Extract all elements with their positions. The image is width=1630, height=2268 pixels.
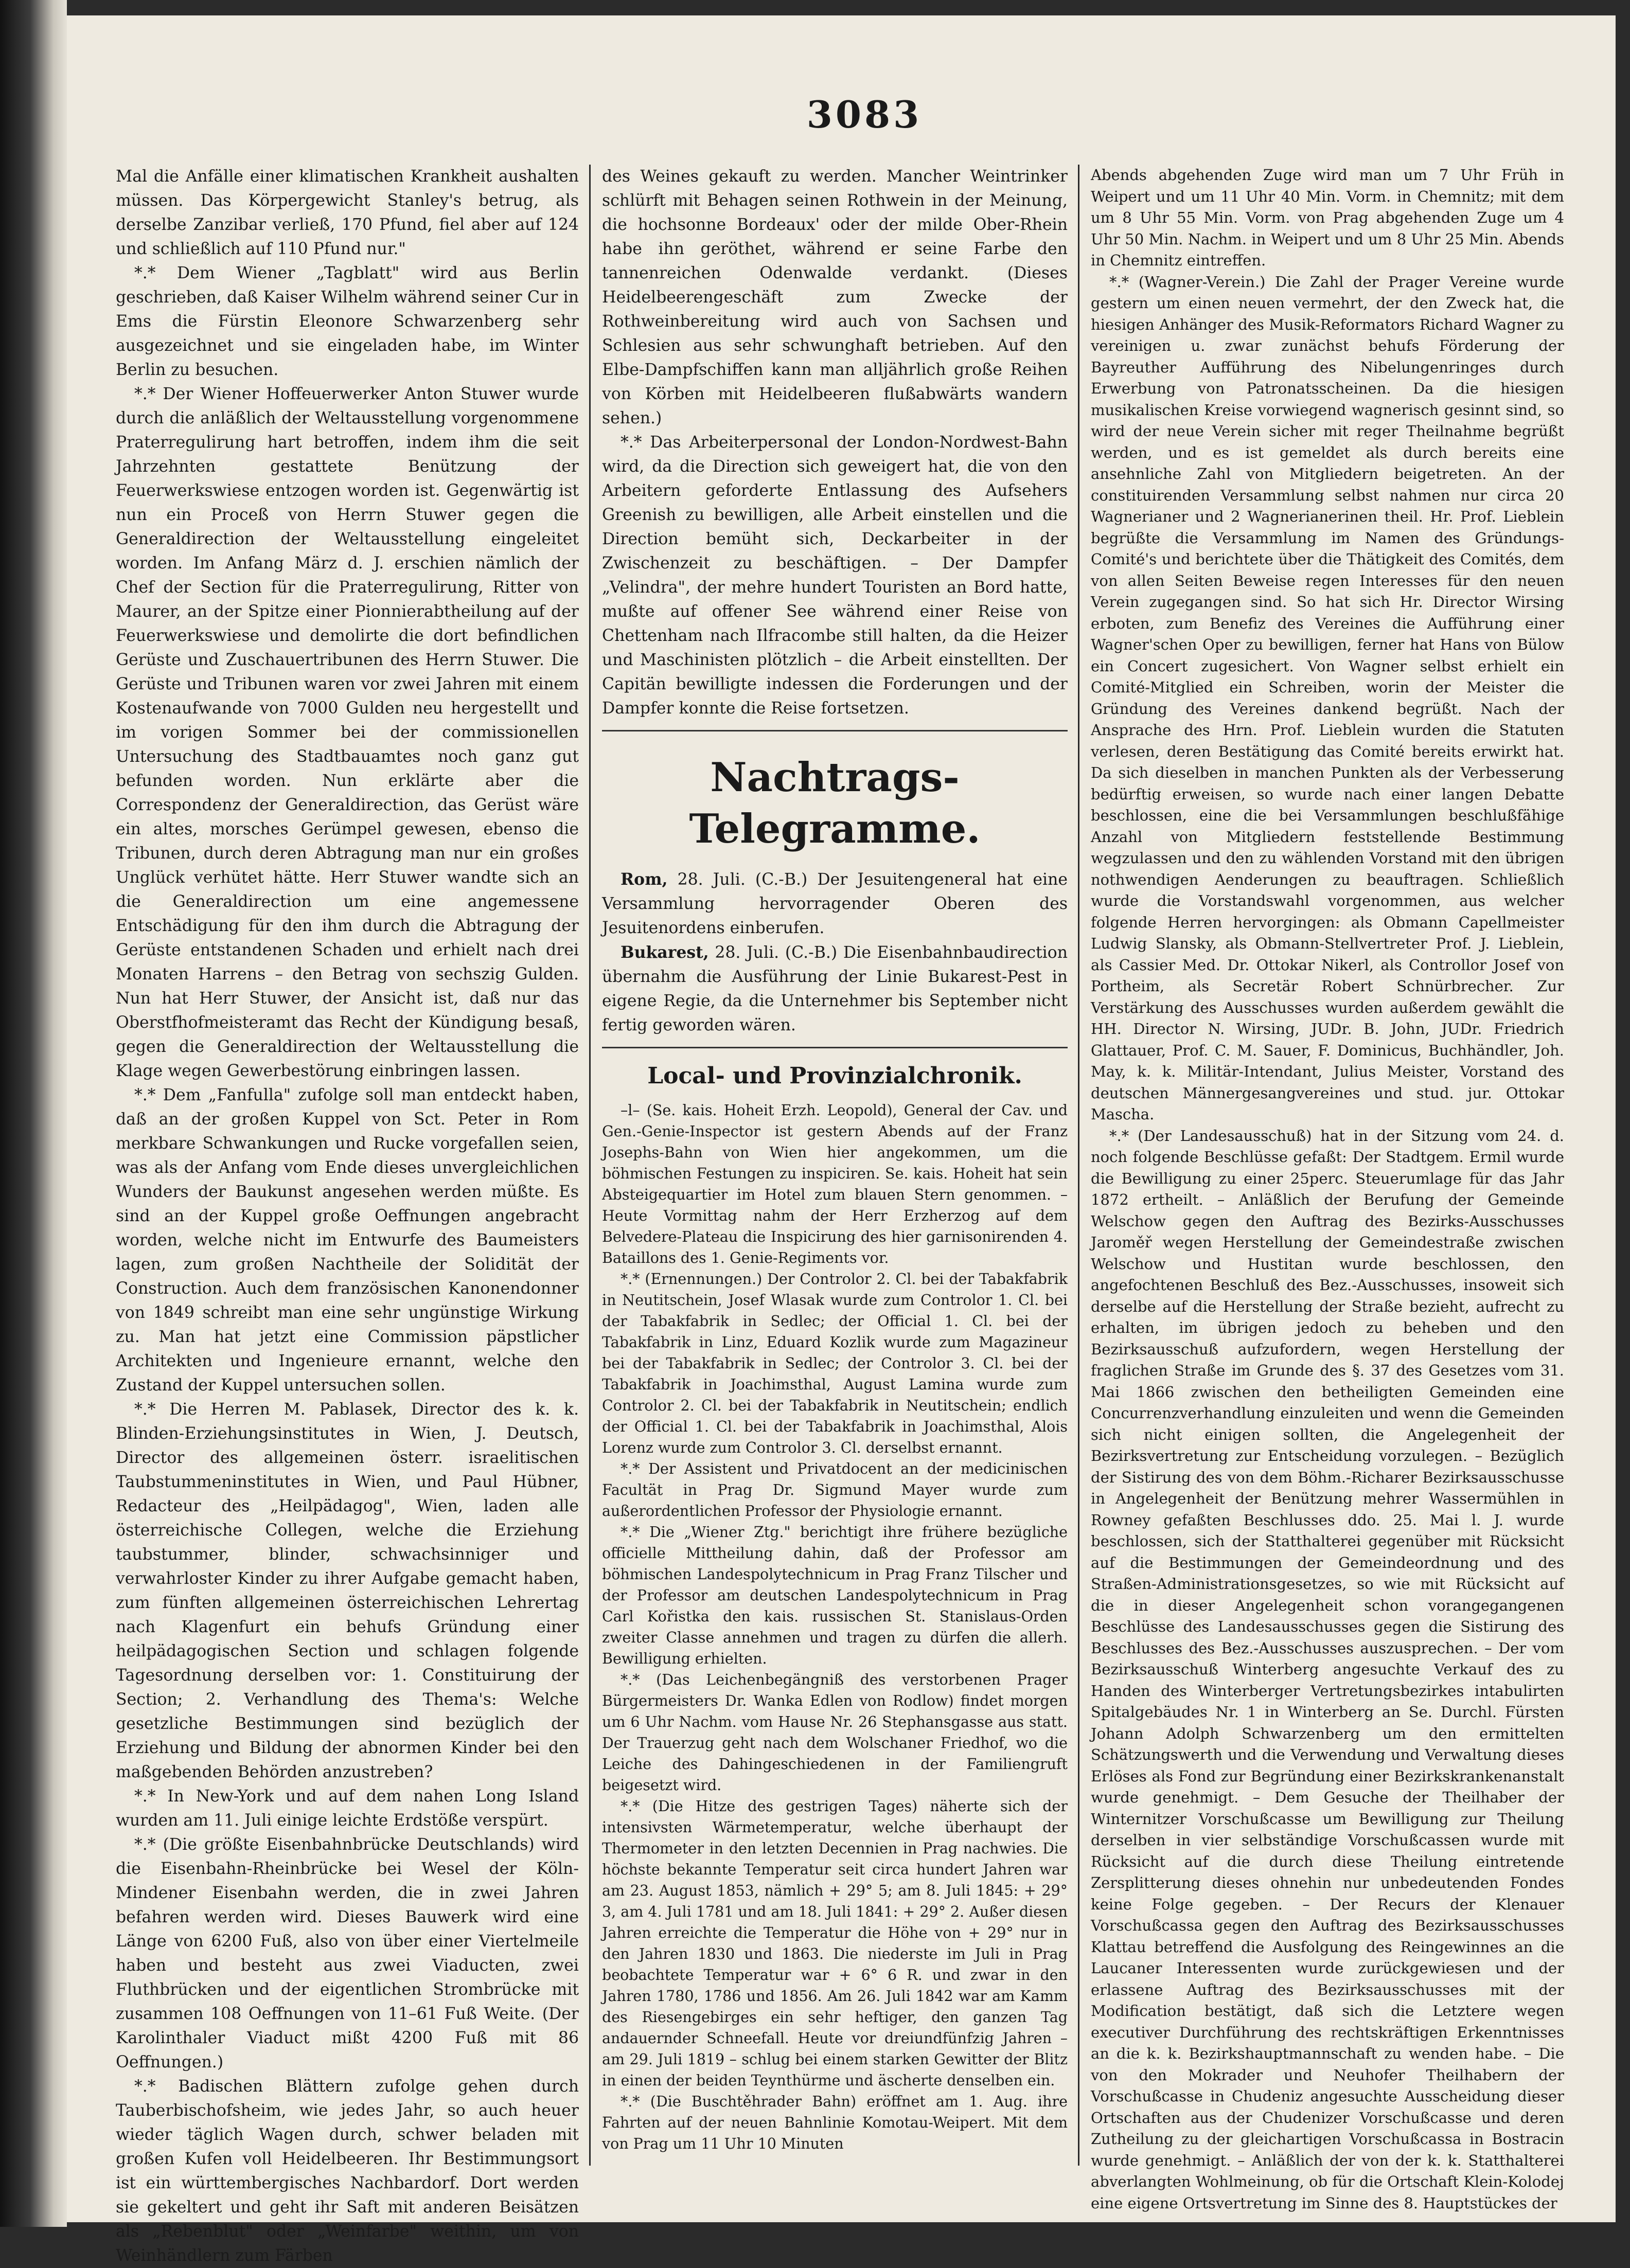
article-paragraph: *.* (Die größte Eisenbahnbrücke Deutschlands) wird die Eisenbahn-Rheinbrücke bei Wesel der Köln-Mindener Eisenbahn werden, die in zwei Jahren befahren werden wird. Dieses Bauwerk wird eine Länge von 6200 Fuß, also von über einer Viertelmeile haben und besteht aus zwei Viaducten, zwei Fluthbrücken und der eigentlichen Strombrücke mit zusammen 108 Oeffnungen von 11–61 Fuß Weite. (Der Karolinthaler Viaduct mißt 4200 Fuß mit 86 Oeffnungen.) bbox=[116, 1835, 579, 2071]
article-paragraph: *.* (Das Leichenbegängniß des verstorbenen Prager Bürgermeisters Dr. Wanka Edlen von Rodlow) findet morgen um 6 Uhr Nachm. vom Hause Nr. 26 Stephansgasse aus statt. Der Trauerzug geht nach dem Wolschaner Friedhof, wo die Leiche des Dahingeschiedenen in der Familiengruft beigesetzt wird. bbox=[602, 1671, 1068, 1794]
telegram-text: 28. Juli. (C.-B.) Der Jesuitengeneral hat eine Versammlung hervorragender Oberen des Jesuitenordens einberufen. bbox=[602, 870, 1068, 937]
article-paragraph: *.* In New-York und auf dem nahen Long Island wurden am 11. Juli einige leichte Erdstöße verspürt. bbox=[116, 1787, 579, 1830]
section-separator bbox=[602, 730, 1068, 731]
article-paragraph: *.* (Ernennungen.) Der Controlor 2. Cl. bei der Tabakfabrik in Neutitschein, Josef Wlasak wurde zum Controlor 1. Cl. bei der Tabakfabrik in Sedlec; der Official 1. Cl. bei der Tabakfabrik in Linz, Eduard Kozlik wurde zum Magazineur bei der Tabakfabrik in Sedlec; der Controlor 3. Cl. bei der Tabakfabrik in Joachimsthal, August Lamina wurde zum Controlor 2. Cl. bei der Tabakfabrik in Neutitschein; endlich der Official 1. Cl. bei der Tabakfabrik in Joachimsthal, Alois Lorenz wurde zum Controlor 3. Cl. derselbst ernannt. bbox=[602, 1271, 1068, 1456]
column-divider-1 bbox=[589, 165, 591, 2166]
article-paragraph: *.* Das Arbeiterpersonal der London-Nordwest-Bahn wird, da die Direction sich geweigert hat, die von den Arbeitern geforderte Entlassung des Aufsehers Greenish zu bewilligen, alle Arbeit einstellen und die Direction bemüht sich, Deckarbeiter in der Zwischenzeit zu beschäftigen. – Der Dampfer „Velindra", der mehre hundert Touristen an Bord hatte, mußte auf offener See während einer Reise von Chettenham nach Ilfracombe still halten, da die Heizer und Maschinisten plötzlich – die Arbeit einstellten. Der Capitän bewilligte indessen die Forderungen und der Dampfer konnte die Reise fortsetzen. bbox=[602, 433, 1068, 718]
telegram-item bbox=[602, 867, 1068, 940]
article-paragraph: *.* Der Wiener Hoffeuerwerker Anton Stuwer wurde durch die anläßlich der Weltausstellung vorgenommene Praterregulirung hart betroffen, indem ihm die seit Jahrzehnten gestattete Benützung der Feuerwerkswiese entzogen worden ist. Gegenwärtig ist nun ein Proceß von Herrn Stuwer gegen die Generaldirection der Weltausstellung eingeleitet worden. Im Anfang März d. J. erschien nämlich der Chef der Section für die Praterregulirung, Ritter von Maurer, an der Spitze einer Pionnierabtheilung auf der Feuerwerkswiese und demolirte die dort befindlichen Gerüste und Zuschauertribunen des Herrn Stuwer. Die Gerüste und Tribunen waren vor zwei Jahren mit einem Kostenaufwande von 7000 Gulden neu hergestellt und im vorigen Sommer bei der commissionellen Untersuchung des Stadtbauamtes noch ganz gut befunden worden. Nun erklärte aber die Correspondenz der Generaldirection, das Gerüst wäre ein altes, morsches Gerümpel gewesen, ebenso die Tribunen, durch deren Abtragung man nur ein großes Unglück verhütet hätte. Herr Stuwer wandte sich an die Generaldirection um eine angemessene Entschädigung für den ihm durch die Abtragung der Gerüste entstandenen Schaden und erhielt nach drei Monaten Harrens – den Betrag von sechszig Gulden. Nun hat Herr Stuwer, der Ansicht ist, daß nur das Oberstfhofmeisteramt das Recht der Kündigung besaß, gegen die Generaldirection der Weltausstellung die Klage wegen Gewerbestörung einbringen lassen. bbox=[116, 385, 579, 1080]
article-paragraph: *.* Der Assistent und Privatdocent an der medicinischen Facultät in Prag Dr. Sigmund Mayer wurde zum außerordentlichen Professor der Physiologie ernannt. bbox=[602, 1460, 1068, 1520]
telegram-place: Bukarest, bbox=[621, 943, 709, 962]
article-paragraph: *.* (Die Buschtěhrader Bahn) eröffnet am 1. Aug. ihre Fahrten auf der neuen Bahnlinie Komotau-Weipert. Mit dem von Prag um 11 Uhr 10 Minuten bbox=[602, 2093, 1068, 2152]
article-paragraph: *.* Badischen Blättern zufolge gehen durch Tauberbischofsheim, wie jedes Jahr, so auch heuer wieder täglich Wagen durch, schwer beladen mit großen Kufen voll Heidelbeeren. Ihr Bestimmungsort ist ein württembergisches Nachbardorf. Dort werden sie gekeltert und geht ihr Saft mit anderen Beisätzen als „Rebenblut" oder „Weinfarbe" weithin, um von Weinhändlern zum Färben bbox=[116, 2077, 579, 2265]
article-paragraph: *.* Die Herren M. Pablasek, Director des k. k. Blinden-Erziehungsinstitutes in Wien, J. Deutsch, Director des allgemeinen österr. israelitischen Taubstummeninstitutes in Wien, und Paul Hübner, Redacteur des „Heilpädagog", Wien, laden alle österreichische Collegen, welche die Erziehung taubstummer, blinder, schwachsinniger und verwahrloster Kinder zu ihrer Aufgabe gemacht haben, zum fünften allgemeinen österreichischen Lehrertag nach Klagenfurt ein behufs Gründung einer heilpädagogischen Section und schlagen folgende Tagesordnung derselben vor: 1. Constituirung der Section; 2. Verhandlung des Thema's: Welche gesetzliche Bestimmungen sind bezüglich der Erziehung und Bildung der abnormen Kinder bei den maßgebenden Behörden anzustreben? bbox=[116, 1400, 579, 1781]
telegram-item bbox=[602, 940, 1068, 1038]
telegram-heading: Nachtrags-Telegramme. bbox=[689, 754, 981, 852]
column-3 bbox=[1091, 165, 1564, 2212]
article-paragraph: *.* Dem Wiener „Tagblatt" wird aus Berlin geschrieben, daß Kaiser Wilhelm während seiner Cur in Ems die Fürstin Eleonore Schwarzenberg sehr ausgezeichnet und sie eingeladen habe, im Winter Berlin zu besuchen. bbox=[116, 264, 579, 379]
column-1 bbox=[116, 165, 579, 2265]
newspaper-page bbox=[67, 15, 1616, 2265]
book-binding-shadow bbox=[0, 0, 67, 2227]
article-paragraph: –l– (Se. kais. Hoheit Erzh. Leopold), General der Cav. und Gen.-Genie-Inspector ist gestern Abends auf der Franz Josephs-Bahn von Wien hier angekommen, um die böhmischen Festungen zu inspiciren. Se. kais. Hoheit hat sein Absteigequartier im Hotel zum blauen Stern genommen. – Heute Vormittag nahm der Herr Erzherzog auf dem Belvedere-Plateau die Inspicirung des hier garnisonirenden 4. Bataillons des 1. Genie-Regiments vor. bbox=[602, 1102, 1068, 1266]
article-paragraph: des Weines gekauft zu werden. Mancher Weintrinker schlürft mit Behagen seinen Rothwein in der Meinung, die hochsonne Bordeaux' oder der milde Ober-Rhein habe ihn geröthet, während er seine Farbe den tannenreichen Odenwalde verdankt. (Dieses Heidelbeerengeschäft zum Zwecke der Rothweinbereitung wird auch von Sachsen und Schlesien aus sehr schwunghaft betrieben. Auf den Elbe-Dampfschiffen kann man alljährlich große Reihen von Körben mit Heidelbeeren flußabwärts wandern sehen.) bbox=[602, 167, 1068, 427]
article-paragraph: *.* Dem „Fanfulla" zufolge soll man entdeckt haben, daß an der großen Kuppel von Sct. Peter in Rom merkbare Schwankungen und Rucke vorgefallen seien, was als der Anfang vom Ende dieses unvergleichlichen Wunders der Baukunst angesehen werden müßte. Es sind an der Kuppel große Oeffnungen angebracht worden, welche nicht im Entwurfe des Baumeisters lagen, zum großen Nachtheile der Solidität der Construction. Auch dem französischen Kanonendonner von 1849 schreibt man eine sehr ungünstige Wirkung zu. Man hat jetzt eine Commission päpstlicher Architekten und Ingenieure ernannt, welche den Zustand der Kuppel untersuchen sollen. bbox=[116, 1086, 579, 1395]
page-number: 3083 bbox=[806, 93, 923, 136]
chronik-heading: Local- und Provinzialchronik. bbox=[647, 1063, 1022, 1089]
column-2 bbox=[602, 165, 1068, 2191]
section-separator bbox=[602, 1047, 1068, 1048]
article-paragraph: *.* (Wagner-Verein.) Die Zahl der Prager Vereine wurde gestern um einen neuen vermehrt, der den Zweck hat, die hiesigen Anhänger des Musik-Reformators Richard Wagner zu vereinigen u. zwar zunächst behufs Förderung der Bayreuther Aufführung des Nibelungenringes durch Erwerbung von Patronatsscheinen. Da die hiesigen musikalischen Kreise vorwiegend wagnerisch gesinnt sind, so wird der neue Verein sicher mit reger Theilnahme begrüßt werden, und es ist gemeldet als durch bereits eine ansehnliche Zahl von Mitgliedern beigetreten. An der constituirenden Versammlung selbst nahmen nur circa 20 Wagnerianer und 2 Wagnerianerinen theil. Hr. Prof. Lieblein begrüßte die Versammlung im Namen des Gründungs-Comité's und berichtete über die Thätigkeit des Comités, dem von allen Seiten Beweise regen Interesses für den neuen Verein zugegangen sind. So hat sich Hr. Director Wirsing erboten, zum Benefiz des Vereines die Aufführung einer Wagner'schen Oper zu bewilligen, ferner hat Hans von Bülow ein Concert zugesichert. Von Wagner selbst erhielt ein Comité-Mitglied ein Schreiben, worin der Meister die Gründung des Vereines dankend begrüßt. Nach der Ansprache des Hrn. Prof. Lieblein wurden die Statuten verlesen, deren Bestätigung das Comité bereits erwirkt hat. Da sich dieselben in manchen Punkten als der Verbesserung bedürftig erweisen, so wurde nach einer langen Debatte beschlossen, eine die bei Versammlungen beschlußfähige Anzahl von Mitgliedern feststellende Bestimmung wegzulassen und den zu wählenden Vorstand mit den übrigen nothwendigen Aenderungen zu beauftragen. Schließlich wurde die Vorstandswahl vorgenommen, aus welcher folgende Herren hervorgingen: als Obmann Capellmeister Ludwig Slansky, als Obmann-Stellvertreter Prof. J. Lieblein, als Cassier Med. Dr. Ottokar Nikerl, als Controllor Josef von Portheim, als Secretär Robert Schnürbrecher. Zur Verstärkung des Ausschusses wurden außerdem gewählt die HH. Director N. Wirsing, JUDr. B. John, JUDr. Friedrich Glattauer, Prof. C. M. Sauer, F. Dominicus, Buchhändler, Joh. May, k. k. Militär-Intendant, Julius Meister, Vorstand des deutschen Männergesangvereines und stud. jur. Ottokar Mascha. bbox=[1091, 273, 1564, 1123]
telegram-place: Rom, bbox=[621, 870, 668, 889]
article-paragraph: *.* Die „Wiener Ztg." berichtigt ihre frühere bezügliche officielle Mittheilung dahin, daß der Professor am böhmischen Landespolytechnicum in Prag Franz Tilscher und der Professor am deutschen Landespolytechnicum in Prag Carl Kořistka den kais. russischen St. Stanislaus-Orden zweiter Classe annehmen und tragen zu dürfen die allerh. Bewilligung erhielten. bbox=[602, 1524, 1068, 1667]
article-paragraph: Mal die Anfälle einer klimatischen Krankheit aushalten müssen. Das Körpergewicht Stanley's betrug, als derselbe Zanzibar verließ, 170 Pfund, fiel aber auf 124 und schließlich auf 110 Pfund nur." bbox=[116, 167, 579, 258]
article-paragraph: *.* (Die Hitze des gestrigen Tages) näherte sich der intensivsten Wärmetemperatur, welche überhaupt der Thermometer in den letzten Decennien in Prag nachwies. Die höchste bekannte Temperatur seit circa hundert Jahren war am 23. August 1853, nämlich + 29° 5; am 8. Juli 1845: + 29° 3, am 4. Juli 1781 und am 18. Juli 1841: + 29° 2. Außer diesen Jahren erreichte die Temperatur die Höhe von + 29° nur in den Jahren 1830 und 1863. Die niederste im Juli in Prag beobachtete Temperatur war + 6° 6 R. und zwar in den Jahren 1780, 1786 und 1856. Am 26. Juli 1842 war am Kamm des Riesengebirges ein sehr heftiger, den ganzen Tag andauernder Schneefall. Heute vor dreiundfünfzig Jahren – am 29. Juli 1819 – schlug bei einem starken Gewitter der Blitz in einen der beiden Teynthürme und äscherte denselben ein. bbox=[602, 1798, 1068, 2089]
telegram-text: 28. Juli. (C.-B.) Die Eisenbahnbaudirection übernahm die Ausführung der Linie Bukarest-Pest in eigene Regie, da die Unternehmer bis September nicht fertig geworden wären. bbox=[602, 943, 1068, 1034]
column-divider-2 bbox=[1078, 165, 1079, 2166]
article-paragraph: Abends abgehenden Zuge wird man um 7 Uhr Früh in Weipert und um 11 Uhr 40 Min. Vorm. in Chemnitz; mit dem um 8 Uhr 55 Min. Vorm. von Prag abgehenden Zuge um 4 Uhr 50 Min. Nachm. in Weipert und um 8 Uhr 25 Min. Abends in Chemnitz eintreffen. bbox=[1091, 166, 1564, 269]
article-paragraph: *.* (Der Landesausschuß) hat in der Sitzung vom 24. d. noch folgende Beschlüsse gefaßt: Der Stadtgem. Ermil wurde die Bewilligung zu einer 25perc. Steuerumlage für das Jahr 1872 ertheilt. – Anläßlich der Berufung der Gemeinde Welschow gegen den Auftrag des Bezirks-Ausschusses Jaroměř wegen Herstellung der Gemeindestraße zwischen Welschow und Hustitan wurde beschlossen, den angefochtenen Beschluß des Bez.-Ausschusses, insoweit sich derselbe auf die Herstellung der Straße bezieht, aufrecht zu erhalten, im übrigen jedoch zu beheben und den Bezirksausschuß aufzufordern, wegen Herstellung der fraglichen Straße im Grunde des §. 37 des Gesetzes vom 31. Mai 1866 zwischen den betheiligten Gemeinden eine Concurrenzverhandlung einzuleiten und wenn die Gemeinden sich nicht einigen sollten, die Angelegenheit der Bezirksvertretung zur Entscheidung vorzulegen. – Bezüglich der Sistirung des von dem Böhm.-Richarer Bezirksausschusse in Angelegenheit der Benützung mehrer Wassermühlen in Rowney gefaßten Beschlusses ddo. 25. Mai l. J. wurde beschlossen, sich der Statthalterei gegenüber mit Rücksicht auf die Bestimmungen der Gemeindeordnung und des Straßen-Administrationsgesetzes, so wie mit Rücksicht auf die in dieser Angelegenheit schon vorangegangenen Beschlüsse des Landesausschusses gegen die Sistirung des Beschlusses des Bez.-Ausschusses auszusprechen. – Der vom Bezirksausschuß Winterberg angesuchte Verkauf des zu Handen des Winterberger Vertretungsbezirkes intabulirten Spitalgebäudes Nr. 1 in Winterberg an Se. Durchl. Fürsten Johann Adolph Schwarzenberg um den ermittelten Schätzungswerth und die Verwendung und Verwaltung dieses Erlöses als Fond zur Begründung einer Bezirkskrankenanstalt wurde genehmigt. – Dem Gesuche der Theilhaber der Winternitzer Vorschußcasse um Bewilligung zur Theilung derselben in vier selbständige Vorschußcassen wurde mit Rücksicht auf die durch diese Theilung eintretende Zersplitterung dieses ohnehin nur unbedeutenden Fondes keine Folge gegeben. – Der Recurs der Klenauer Vorschußcassa gegen den Auftrag des Bezirksausschusses Klattau betreffend die Ausfolgung des Reingewinnes an die Laucaner Interessenten wurde zurückgewiesen und der erlassene Auftrag des Bezirksausschusses mit der Modification bestätigt, daß sich die Letztere wegen executiver Durchführung des rechtskräftigen Erkenntnisses an die k. k. Bezirkshauptmannschaft zu wenden habe. – Die von den Mokrader und Neuhofer Theilhabern der Vorschußcasse in Chudeniz angesuchte Ausscheidung dieser Ortschaften aus der Chudenizer Vorschußcasse und deren Zutheilung zu der gleichartigen Vorschußcassa in Bostracin wurde genehmigt. – Anläßlich der von der k. k. Statthalterei abverlangten Wohlmeinung, ob für die Ortschaft Klein-Kolodej eine eigene Ortsvertretung im Sinne des 8. Hauptstückes der bbox=[1091, 1127, 1564, 2212]
